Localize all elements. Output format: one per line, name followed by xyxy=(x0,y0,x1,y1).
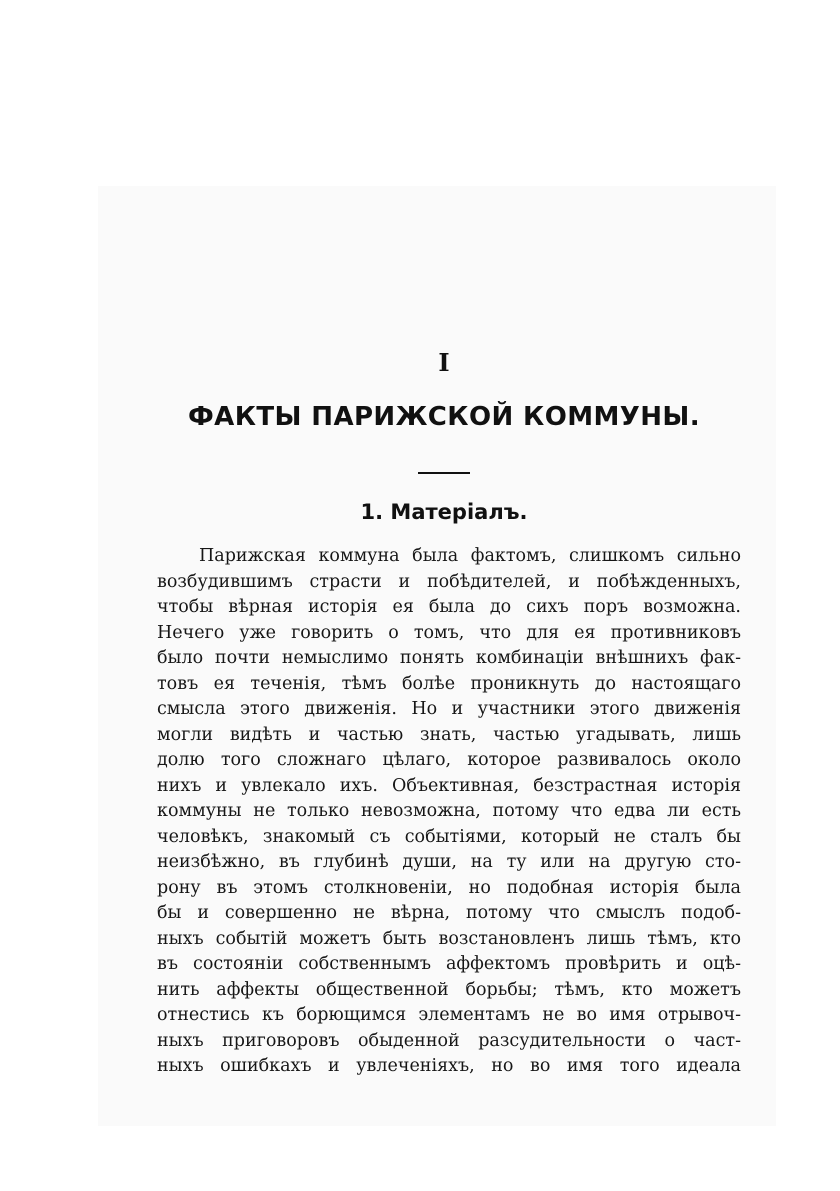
text-line: ныхъ событій можетъ быть возстановленъ лишь тѣмъ, кто xyxy=(157,928,741,949)
text-line: въ состояніи собственнымъ аффектомъ провѣрить и оцѣ- xyxy=(157,954,741,974)
text-line: Нечего уже говорить о томъ, что для ея противниковъ xyxy=(157,622,741,643)
text-line: бы и совершенно не вѣрна, потому что смыслъ подоб- xyxy=(157,903,741,923)
text-line: товъ ея теченія, тѣмъ болѣе проникнуть до настоящаго xyxy=(157,673,741,694)
text-line: коммуны не только невозможна, потому что едва ли есть xyxy=(157,801,741,821)
section-title: 1. Матеріалъ. xyxy=(360,500,528,524)
text-line: Парижская коммуна была фактомъ, слишкомъ сильно xyxy=(199,546,741,566)
text-line: отнестись къ борющимся элементамъ не во имя отрывоч- xyxy=(157,1005,741,1025)
body-paragraph xyxy=(157,544,741,1080)
title-divider xyxy=(418,472,470,474)
text-line: чтобы вѣрная исторія ея была до сихъ поръ возможна. xyxy=(157,597,741,617)
text-line: ныхъ приговоровъ обыденной разсудительности о част- xyxy=(157,1030,741,1051)
text-line: было почти немыслимо понять комбинаціи внѣшнихъ фак- xyxy=(157,648,741,668)
text-line: долю того сложнаго цѣлаго, которое развивалось около xyxy=(157,750,741,770)
text-line: возбудившимъ страсти и побѣдителей, и побѣжденныхъ, xyxy=(157,571,741,592)
text-line: ныхъ ошибкахъ и увлеченіяхъ, но во имя того идеала xyxy=(157,1056,741,1076)
text-line: неизбѣжно, въ глубинѣ души, на ту или на другую сто- xyxy=(157,852,741,872)
text-line: человѣкъ, знакомый съ событіями, который не сталъ бы xyxy=(157,826,741,847)
chapter-number: I xyxy=(438,348,450,377)
chapter-title: ФАКТЫ ПАРИЖСКОЙ КОММУНЫ. xyxy=(188,402,700,432)
text-line: могли видѣть и частью знать, частью угадывать, лишь xyxy=(157,724,741,745)
text-line: рону въ этомъ столкновеніи, но подобная исторія была xyxy=(157,877,741,898)
text-line: смысла этого движенія. Но и участники этого движенія xyxy=(157,699,741,719)
text-line: нить аффекты общественной борьбы; тѣмъ, кто можетъ xyxy=(157,979,741,1000)
text-line: нихъ и увлекало ихъ. Объективная, безстрастная исторія xyxy=(157,775,741,796)
